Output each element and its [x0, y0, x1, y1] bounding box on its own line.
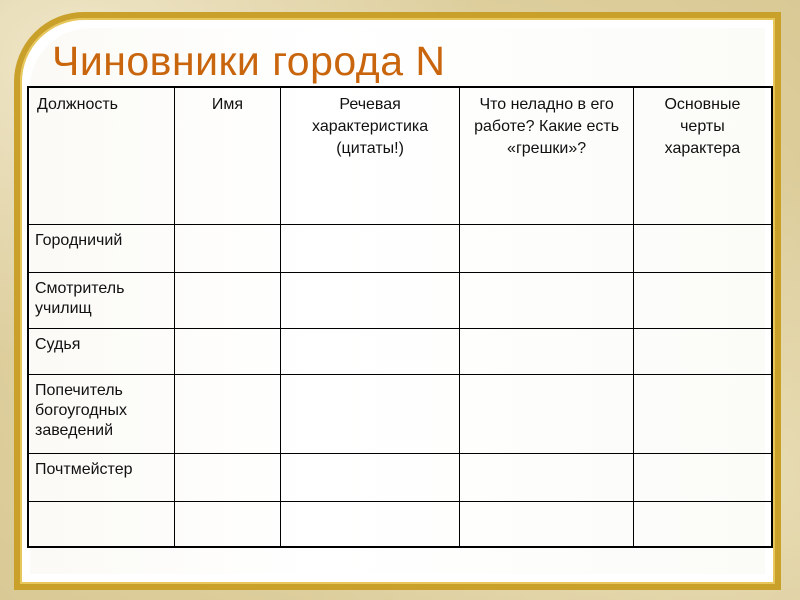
header-position: Должность — [28, 87, 175, 224]
position-cell: Городничий — [28, 224, 175, 272]
speech-cell[interactable] — [280, 453, 460, 501]
header-faults: Что неладно в его работе? Какие есть «грешки»? — [460, 87, 633, 224]
speech-cell[interactable] — [280, 328, 460, 374]
table-row — [28, 328, 772, 374]
faults-cell[interactable] — [460, 224, 633, 272]
header-name: Имя — [175, 87, 281, 224]
table-row — [28, 501, 772, 547]
officials-table — [27, 86, 773, 548]
traits-cell[interactable] — [633, 272, 772, 328]
faults-cell[interactable] — [460, 501, 633, 547]
speech-cell[interactable] — [280, 272, 460, 328]
header-row — [28, 87, 772, 224]
faults-cell[interactable] — [460, 328, 633, 374]
traits-cell[interactable] — [633, 501, 772, 547]
slide-title: Чиновники города N — [52, 38, 446, 84]
name-cell[interactable] — [175, 272, 281, 328]
name-cell[interactable] — [175, 453, 281, 501]
name-cell[interactable] — [175, 374, 281, 453]
table-row — [28, 374, 772, 453]
traits-cell[interactable] — [633, 453, 772, 501]
table-row — [28, 224, 772, 272]
header-speech: Речевая характеристика (цитаты!) — [280, 87, 460, 224]
name-cell[interactable] — [175, 501, 281, 547]
table-row — [28, 453, 772, 501]
speech-cell[interactable] — [280, 224, 460, 272]
traits-cell[interactable] — [633, 328, 772, 374]
header-traits: Основные черты характера — [633, 87, 772, 224]
faults-cell[interactable] — [460, 453, 633, 501]
name-cell[interactable] — [175, 224, 281, 272]
table-row — [28, 272, 772, 328]
faults-cell[interactable] — [460, 272, 633, 328]
speech-cell[interactable] — [280, 374, 460, 453]
position-cell — [28, 501, 175, 547]
name-cell[interactable] — [175, 328, 281, 374]
position-cell: Попечитель богоугодных заведений — [28, 374, 175, 453]
traits-cell[interactable] — [633, 224, 772, 272]
speech-cell[interactable] — [280, 501, 460, 547]
position-cell: Смотритель училищ — [28, 272, 175, 328]
position-cell: Почтмейстер — [28, 453, 175, 501]
position-cell: Судья — [28, 328, 175, 374]
traits-cell[interactable] — [633, 374, 772, 453]
faults-cell[interactable] — [460, 374, 633, 453]
